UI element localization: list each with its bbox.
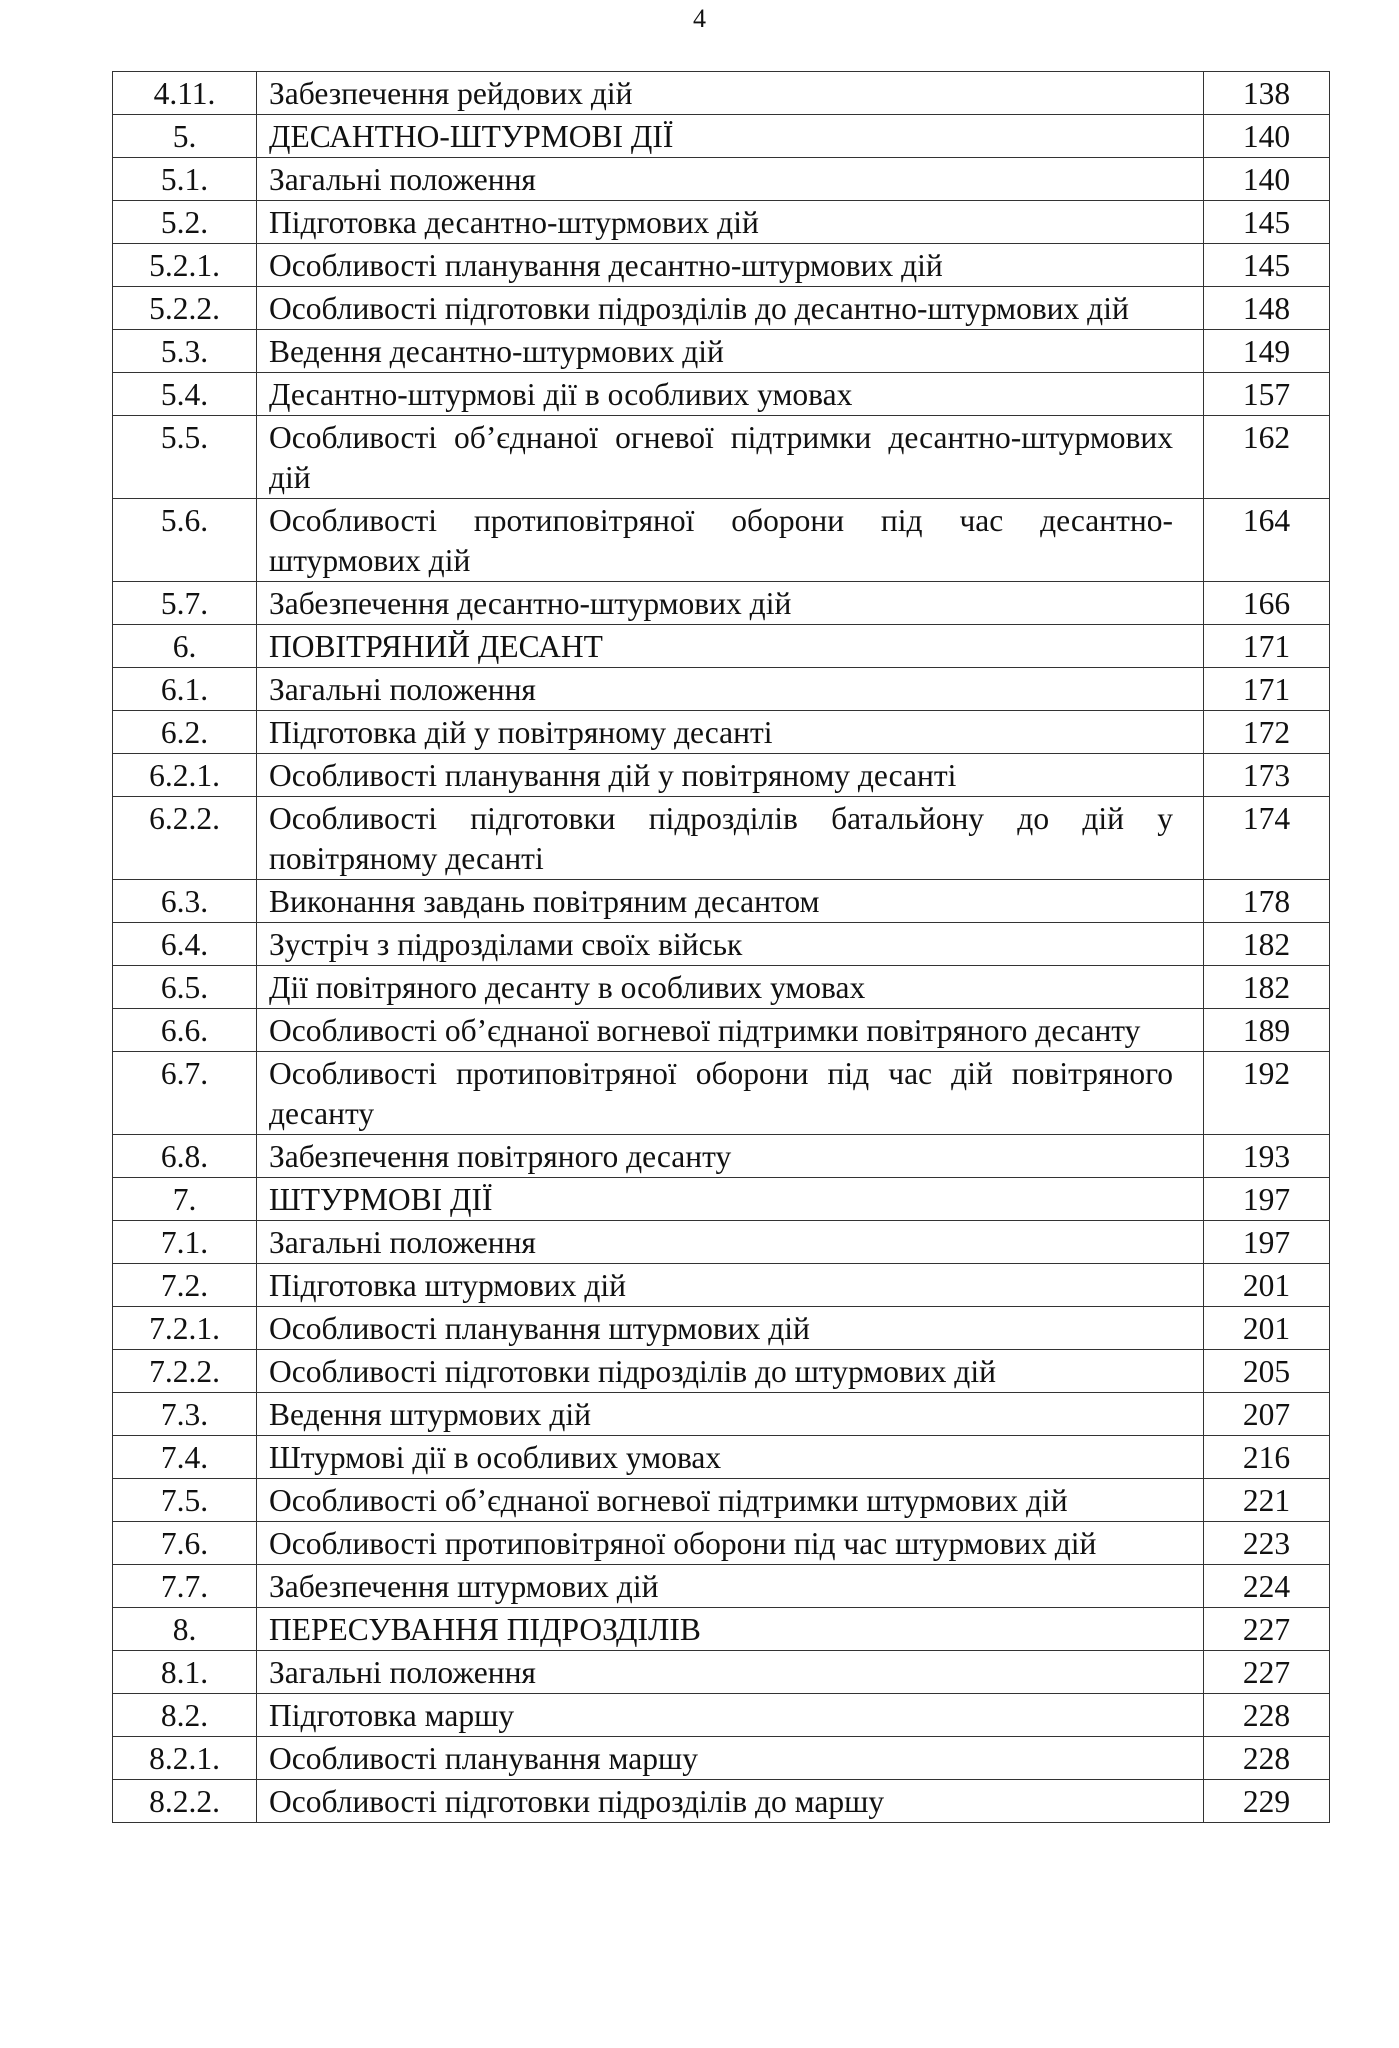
toc-row — [113, 625, 1330, 668]
toc-body — [113, 72, 1330, 1823]
toc-section-number: 5.4. — [113, 373, 257, 416]
toc-row — [113, 754, 1330, 797]
toc-row — [113, 668, 1330, 711]
toc-section-number: 7.5. — [113, 1479, 257, 1522]
toc-row — [113, 1009, 1330, 1052]
toc-page-number: 166 — [1204, 582, 1330, 625]
toc-page-number: 189 — [1204, 1009, 1330, 1052]
toc-row — [113, 72, 1330, 115]
toc-section-title: Особливості об’єднаної вогневої підтримки штурмових дій — [257, 1479, 1204, 1522]
toc-section-number: 7.4. — [113, 1436, 257, 1479]
toc-section-title: Загальні положення — [257, 1221, 1204, 1264]
toc-row — [113, 330, 1330, 373]
toc-page-number: 228 — [1204, 1737, 1330, 1780]
toc-row — [113, 1178, 1330, 1221]
toc-page-number: 140 — [1204, 158, 1330, 201]
toc-section-title: Забезпечення повітряного десанту — [257, 1135, 1204, 1178]
toc-page-number: 162 — [1204, 416, 1330, 499]
toc-section-title: Особливості об’єднаної вогневої підтримки повітряного десанту — [257, 1009, 1204, 1052]
toc-row — [113, 1307, 1330, 1350]
toc-section-title: Особливості планування маршу — [257, 1737, 1204, 1780]
toc-row — [113, 797, 1330, 880]
toc-section-title: Особливості підготовки підрозділів до десантно-штурмових дій — [257, 287, 1204, 330]
toc-section-number: 7.2.2. — [113, 1350, 257, 1393]
toc-page-number: 178 — [1204, 880, 1330, 923]
toc-page-number: 224 — [1204, 1565, 1330, 1608]
toc-row — [113, 966, 1330, 1009]
toc-section-title: Підготовка десантно-штурмових дій — [257, 201, 1204, 244]
toc-section-number: 5.2.2. — [113, 287, 257, 330]
toc-page-number: 140 — [1204, 115, 1330, 158]
toc-section-title: ШТУРМОВІ ДІЇ — [257, 1178, 1204, 1221]
toc-row — [113, 1565, 1330, 1608]
toc-row — [113, 373, 1330, 416]
toc-page-number: 228 — [1204, 1694, 1330, 1737]
toc-section-title: Особливості підготовки підрозділів батальйону до дій у повітряному десанті — [257, 797, 1204, 880]
toc-section-number: 7.6. — [113, 1522, 257, 1565]
toc-row — [113, 1135, 1330, 1178]
toc-page-number: 227 — [1204, 1651, 1330, 1694]
toc-section-number: 7.3. — [113, 1393, 257, 1436]
page-number: 4 — [693, 4, 706, 33]
toc-page-number: 145 — [1204, 244, 1330, 287]
toc-section-number: 8. — [113, 1608, 257, 1651]
toc-section-title: Підготовка дій у повітряному десанті — [257, 711, 1204, 754]
toc-section-title: Дії повітряного десанту в особливих умовах — [257, 966, 1204, 1009]
toc-section-number: 7.2. — [113, 1264, 257, 1307]
toc-section-title: ПЕРЕСУВАННЯ ПІДРОЗДІЛІВ — [257, 1608, 1204, 1651]
toc-page-number: 182 — [1204, 923, 1330, 966]
toc-section-title: Забезпечення десантно-штурмових дій — [257, 582, 1204, 625]
toc-section-number: 7.7. — [113, 1565, 257, 1608]
toc-section-title: Забезпечення рейдових дій — [257, 72, 1204, 115]
toc-row — [113, 1264, 1330, 1307]
toc-section-title: Особливості планування дій у повітряному десанті — [257, 754, 1204, 797]
toc-section-number: 5.7. — [113, 582, 257, 625]
toc-section-number: 6.2. — [113, 711, 257, 754]
toc-section-title: Виконання завдань повітряним десантом — [257, 880, 1204, 923]
toc-page-number: 193 — [1204, 1135, 1330, 1178]
toc-page-number: 174 — [1204, 797, 1330, 880]
toc-page-number: 227 — [1204, 1608, 1330, 1651]
toc-page-number: 173 — [1204, 754, 1330, 797]
toc-row — [113, 1052, 1330, 1135]
toc-page-number: 223 — [1204, 1522, 1330, 1565]
toc-section-number: 4.11. — [113, 72, 257, 115]
toc-section-title: Особливості планування штурмових дій — [257, 1307, 1204, 1350]
toc-section-number: 6.2.1. — [113, 754, 257, 797]
toc-page-number: 197 — [1204, 1221, 1330, 1264]
toc-section-number: 7.1. — [113, 1221, 257, 1264]
toc-row — [113, 499, 1330, 582]
toc-section-number: 5.1. — [113, 158, 257, 201]
toc-section-number: 6. — [113, 625, 257, 668]
toc-section-number: 7. — [113, 1178, 257, 1221]
toc-page-number: 148 — [1204, 287, 1330, 330]
toc-section-number: 6.6. — [113, 1009, 257, 1052]
toc-page-number: 216 — [1204, 1436, 1330, 1479]
toc-section-title: Особливості протиповітряної оборони під час дій повітряного десанту — [257, 1052, 1204, 1135]
toc-page-number: 207 — [1204, 1393, 1330, 1436]
toc-page-number: 182 — [1204, 966, 1330, 1009]
toc-section-title: Ведення штурмових дій — [257, 1393, 1204, 1436]
toc-section-number: 6.3. — [113, 880, 257, 923]
toc-row — [113, 1393, 1330, 1436]
toc-section-title: ПОВІТРЯНИЙ ДЕСАНТ — [257, 625, 1204, 668]
toc-section-title: Особливості підготовки підрозділів до штурмових дій — [257, 1350, 1204, 1393]
toc-page-number: 138 — [1204, 72, 1330, 115]
toc-row — [113, 582, 1330, 625]
toc-row — [113, 1221, 1330, 1264]
toc-row — [113, 416, 1330, 499]
toc-page-number: 221 — [1204, 1479, 1330, 1522]
toc-section-title: Підготовка штурмових дій — [257, 1264, 1204, 1307]
toc-row — [113, 923, 1330, 966]
toc-page-number: 149 — [1204, 330, 1330, 373]
toc-row — [113, 1350, 1330, 1393]
toc-section-number: 7.2.1. — [113, 1307, 257, 1350]
toc-page-number: 205 — [1204, 1350, 1330, 1393]
table-of-contents — [112, 71, 1330, 1823]
toc-section-number: 8.1. — [113, 1651, 257, 1694]
toc-page-number: 197 — [1204, 1178, 1330, 1221]
toc-row — [113, 1479, 1330, 1522]
toc-page-number: 171 — [1204, 625, 1330, 668]
toc-page-number: 172 — [1204, 711, 1330, 754]
toc-section-title: Забезпечення штурмових дій — [257, 1565, 1204, 1608]
toc-section-number: 5.6. — [113, 499, 257, 582]
toc-section-number: 6.5. — [113, 966, 257, 1009]
toc-section-number: 6.7. — [113, 1052, 257, 1135]
toc-section-number: 6.4. — [113, 923, 257, 966]
toc-section-number: 8.2. — [113, 1694, 257, 1737]
toc-row — [113, 1651, 1330, 1694]
toc-row — [113, 201, 1330, 244]
toc-row — [113, 1436, 1330, 1479]
toc-section-title: Загальні положення — [257, 1651, 1204, 1694]
toc-row — [113, 1694, 1330, 1737]
toc-section-number: 6.2.2. — [113, 797, 257, 880]
toc-section-title: Особливості об’єднаної огневої підтримки десантно-штурмових дій — [257, 416, 1204, 499]
toc-section-number: 6.1. — [113, 668, 257, 711]
toc-section-number: 5.5. — [113, 416, 257, 499]
toc-section-number: 6.8. — [113, 1135, 257, 1178]
toc-section-title: Підготовка маршу — [257, 1694, 1204, 1737]
toc-row — [113, 1780, 1330, 1823]
toc-section-title: ДЕСАНТНО-ШТУРМОВІ ДІЇ — [257, 115, 1204, 158]
toc-section-number: 5. — [113, 115, 257, 158]
toc-section-title: Штурмові дії в особливих умовах — [257, 1436, 1204, 1479]
toc-section-title: Загальні положення — [257, 158, 1204, 201]
toc-section-title: Загальні положення — [257, 668, 1204, 711]
toc-section-number: 8.2.2. — [113, 1780, 257, 1823]
toc-section-title: Зустріч з підрозділами своїх військ — [257, 923, 1204, 966]
toc-row — [113, 115, 1330, 158]
toc-page-number: 201 — [1204, 1264, 1330, 1307]
toc-page-number: 164 — [1204, 499, 1330, 582]
toc-section-number: 8.2.1. — [113, 1737, 257, 1780]
toc-section-title: Особливості підготовки підрозділів до маршу — [257, 1780, 1204, 1823]
toc-page-number: 157 — [1204, 373, 1330, 416]
toc-page-number: 201 — [1204, 1307, 1330, 1350]
toc-section-title: Особливості планування десантно-штурмових дій — [257, 244, 1204, 287]
toc-page-number: 192 — [1204, 1052, 1330, 1135]
toc-section-number: 5.2.1. — [113, 244, 257, 287]
toc-row — [113, 711, 1330, 754]
toc-section-title: Десантно-штурмові дії в особливих умовах — [257, 373, 1204, 416]
toc-page-number: 171 — [1204, 668, 1330, 711]
toc-section-title: Особливості протиповітряної оборони під час десантно-штурмових дій — [257, 499, 1204, 582]
toc-section-number: 5.3. — [113, 330, 257, 373]
toc-row — [113, 1522, 1330, 1565]
toc-section-number: 5.2. — [113, 201, 257, 244]
toc-section-title: Особливості протиповітряної оборони під час штурмових дій — [257, 1522, 1204, 1565]
toc-page-number: 229 — [1204, 1780, 1330, 1823]
toc-row — [113, 287, 1330, 330]
toc-row — [113, 1608, 1330, 1651]
toc-section-title: Ведення десантно-штурмових дій — [257, 330, 1204, 373]
toc-row — [113, 158, 1330, 201]
toc-row — [113, 1737, 1330, 1780]
toc-page-number: 145 — [1204, 201, 1330, 244]
toc-row — [113, 244, 1330, 287]
toc-row — [113, 880, 1330, 923]
